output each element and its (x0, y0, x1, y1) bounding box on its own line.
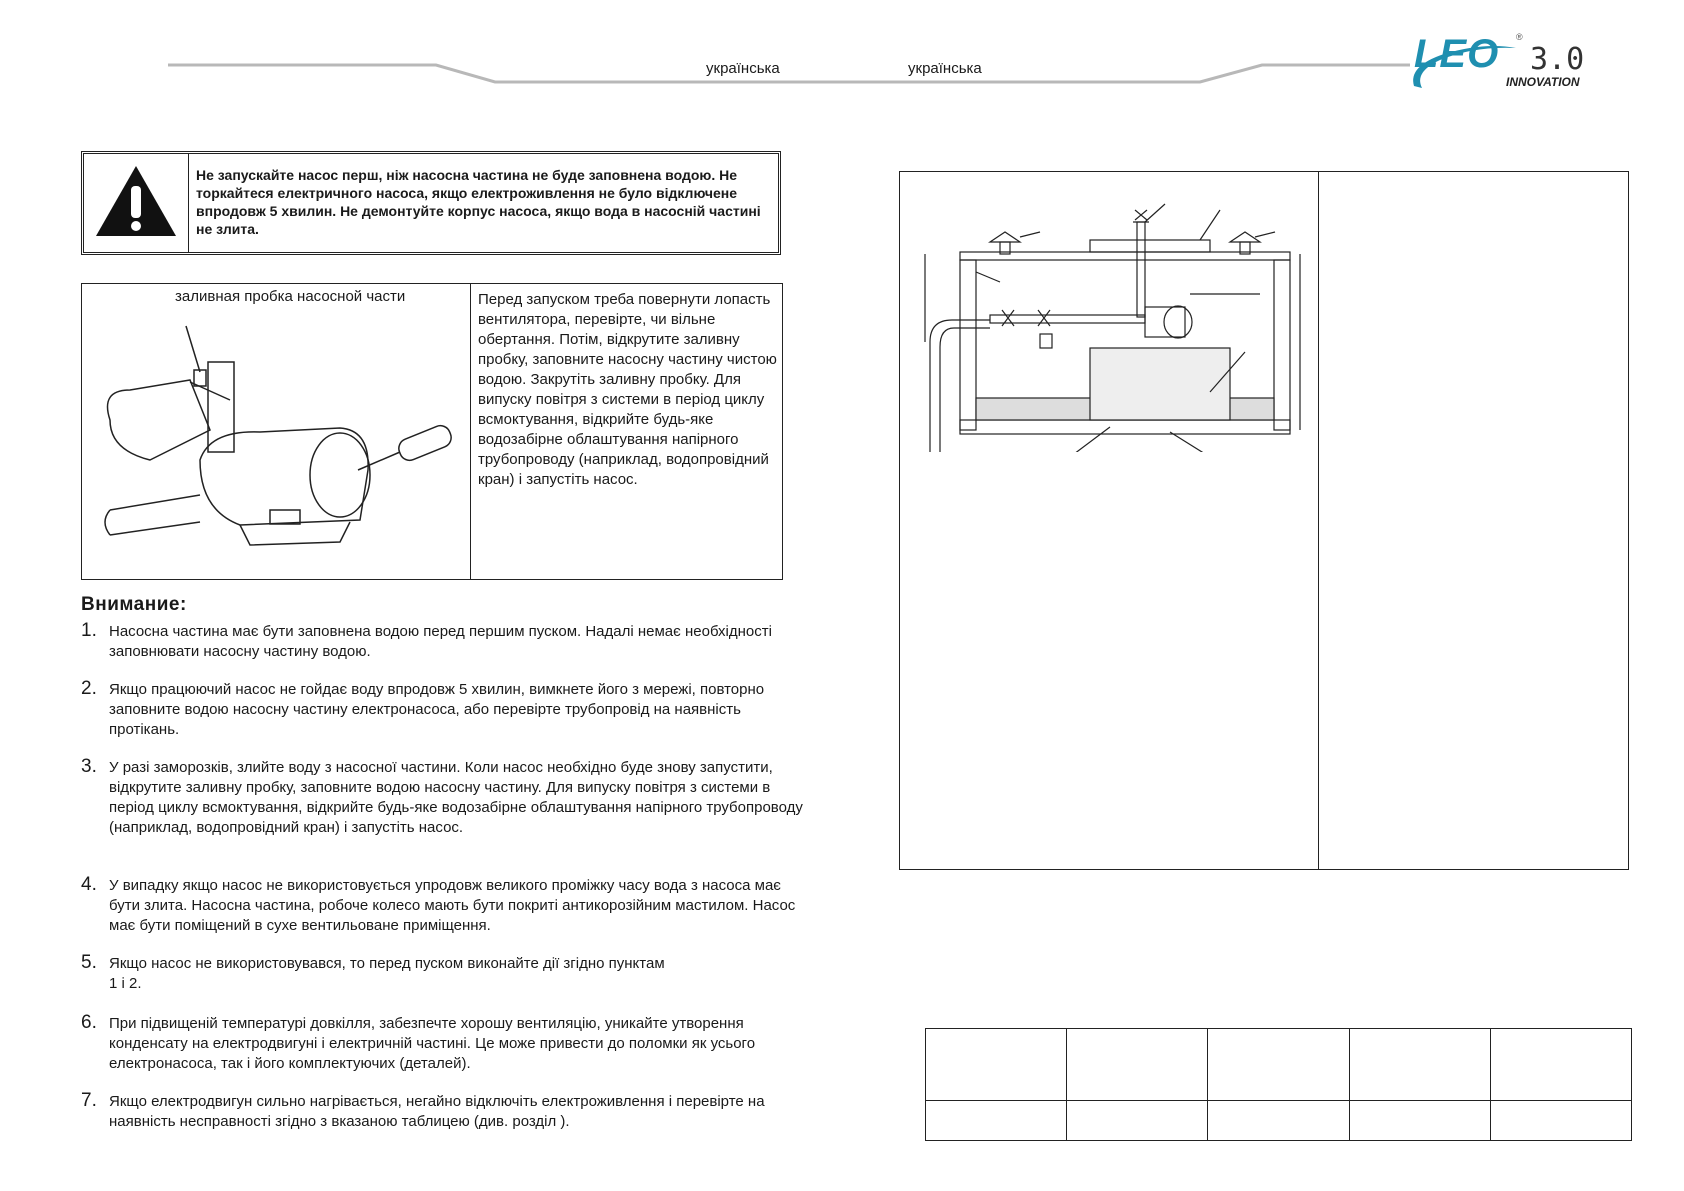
table-cell (1349, 1029, 1490, 1101)
diagram-divider (1318, 172, 1319, 869)
warning-text: Не запускайте насос перш, ніж насосна частина не буде заповнена водою. Не торкайтеся електричного насоса, якщо електроживлення не було відключене впродовж 5 хвилин. Не демонтуйте корпус насоса, якщо вода в насосній частині не злита. (196, 167, 761, 237)
table-cell (1208, 1101, 1349, 1141)
note-item (81, 874, 801, 934)
language-label-right: українська (908, 60, 982, 77)
installation-diagram-box (899, 171, 1629, 870)
priming-instructions: Перед запуском треба повернути лопасть вентилятора, перевірте, чи вільне обертання. Потім, відкрутите заливну пробку, заповните насосну частину чистою водою. Закрутіть заливну пробку. Для випуску повітря з системи в період циклу всмоктування, відкрийте будь-яке водозабірне облаштування напірного трубопроводу (наприклад, водопровідний кран) і запустіть насос. (478, 291, 777, 488)
pump-installation-diagram (910, 202, 1310, 452)
warning-box (81, 151, 781, 255)
note-text: Якщо насос не використовувався, то перед пуском виконайте дії згідно пунктам 1 і 2. (109, 955, 665, 992)
spec-table (925, 1028, 1632, 1141)
note-number: 7. (81, 1090, 97, 1111)
table-cell (1067, 1101, 1208, 1141)
logo-brand: LEO (1414, 32, 1500, 76)
pump-priming-illustration (90, 310, 460, 572)
table-cell (926, 1101, 1067, 1141)
table-row (926, 1029, 1632, 1101)
note-item (81, 620, 801, 660)
table-cell (926, 1029, 1067, 1101)
table-cell (1208, 1029, 1349, 1101)
table-cell (1349, 1101, 1490, 1141)
note-text: Якщо електродвигун сильно нагрівається, негайно відключіть електроживлення і перевірте на наявність несправності згідно з вказаною таблицею (див. розділ ). (109, 1093, 765, 1130)
priming-divider (470, 284, 471, 579)
logo-version: 3.0 (1530, 42, 1585, 77)
note-text: Якщо працюючий насос не гойдає воду впродовж 5 хвилин, вимкнете його з мережі, повторно заповните водою насосну частину електронасоса, або перевірте трубопровід на наявність протікань. (109, 681, 765, 738)
note-item (81, 1012, 801, 1072)
note-text: Насосна частина має бути заповнена водою перед першим пуском. Надалі немає необхідності заповнювати насосну частину водою. (109, 623, 772, 660)
table-cell (1067, 1029, 1208, 1101)
table-row (926, 1101, 1632, 1141)
note-item (81, 952, 801, 992)
table-cell (1490, 1101, 1631, 1141)
note-number: 5. (81, 952, 97, 973)
priming-plug-label: заливная пробка насосной части (175, 288, 406, 305)
note-text: У разі заморозків, злийте воду з насосної частини. Коли насос необхідно буде знову запустити, відкрутите заливну пробку, заповните водою насосну частину. Для випуску повітря з системи в період циклу всмоктування, відкрийте будь-яке водозабірне облаштування напірного трубопроводу (наприклад, водопровідний кран) і запустіть насос. (109, 759, 803, 836)
table-cell (1490, 1029, 1631, 1101)
language-label-left: українська (706, 60, 780, 77)
priming-box (81, 283, 783, 580)
note-text: При підвищеній температурі довкілля, забезпечте хорошу вентиляцію, уникайте утворення конденсату на електродвигуні і електричній частині. Це може привести до поломки як усього електронасоса, так і його комплектуючих (деталей). (109, 1015, 756, 1072)
warning-triangle-icon (84, 154, 189, 252)
note-item (81, 1090, 801, 1130)
note-number: 1. (81, 620, 97, 641)
logo-registered: ® (1516, 32, 1523, 42)
note-number: 6. (81, 1012, 97, 1033)
note-number: 3. (81, 756, 97, 777)
note-number: 2. (81, 678, 97, 699)
logo-tagline: INNOVATION (1506, 75, 1580, 89)
attention-title: Внимание: (81, 594, 187, 615)
note-item (81, 678, 801, 738)
note-item (81, 756, 801, 856)
note-text: У випадку якщо насос не використовується упродовж великого проміжку часу вода з насоса має бути злита. Насосна частина, робоче колесо мають бути покриті антикорозійним мастилом. Насос має бути поміщений в сухе вентильоване приміщення. (109, 877, 796, 934)
note-number: 4. (81, 874, 97, 895)
